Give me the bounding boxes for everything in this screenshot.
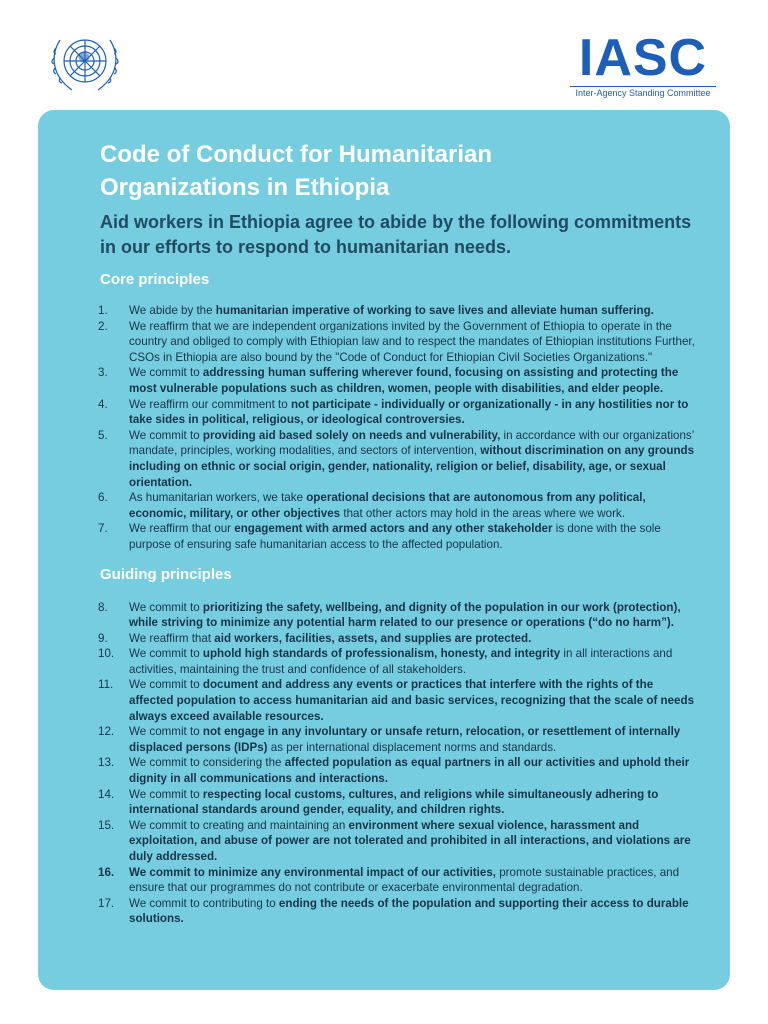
list-item-text: humanitarian imperative of working to save lives and alleviate human suffering. (215, 304, 654, 317)
list-item-number: 1. (98, 304, 108, 317)
list-item (100, 818, 700, 865)
list-item (100, 677, 700, 724)
list-item-text: We commit to minimize any environmental impact of our activities, (129, 865, 497, 879)
list-item-text: We abide by the (129, 304, 216, 317)
list-item-text: We reaffirm that our (129, 522, 235, 536)
list-item-number: 14. (98, 787, 115, 801)
list-item-text: in accordance with our organizations’ mandate, principles, working modalities, and sectors of intervention, (129, 428, 694, 458)
list-item-number: 17. (98, 896, 115, 910)
list-item-number: 5. (98, 428, 108, 442)
list-item-text: We commit to (129, 366, 203, 380)
list-item-number: 4. (98, 397, 108, 411)
list-item-text: that other actors may hold in the areas where we work. (340, 506, 625, 520)
page-title-line-2: Organizations in Ethiopia (100, 174, 390, 201)
list-item-text: We reaffirm that we are independent organizations invited by the Government of Ethiopia to operate in the country and obliged to comply with Ethiopian law and to respect the mandates of Ethiopian institutions Further, CSOs in Ethiopia are also bound by the "Code of Conduct for Ethiopian Civil Societies Organizations." (129, 319, 695, 364)
list-item-text: We commit to (129, 428, 203, 442)
list-item (100, 600, 700, 631)
list-item-text: environment where sexual violence, harassment and exploitation, and abuse of power are not tolerated and prohibited in all interactions, and violations are duly addressed. (129, 818, 691, 863)
list-item-number: 6. (98, 491, 108, 505)
list-item (100, 787, 700, 818)
list-item (100, 631, 700, 647)
list-item-text: without discrimination on any grounds including on ethnic or social origin, gender, nationality, religion or belief, disability, age, or sexual orientation. (129, 444, 695, 489)
list-item-number: 15. (98, 818, 115, 832)
list-item-text: We commit to considering the (129, 756, 285, 770)
list-item (100, 724, 700, 755)
list-item-text: not engage in any involuntary or unsafe return, relocation, or resettlement of internally displaced persons (IDPs) (129, 725, 681, 754)
list-item-number: 12. (98, 725, 115, 739)
iasc-logo-word: IASC (578, 29, 708, 87)
list-item-text: document and address any events or practices that interfere with the rights of the affected population to access humanitarian aid and basic services, recognizing that the scale of needs always exceed available resources. (129, 678, 695, 723)
list-item-text: ending the needs of the population and supporting their access to durable solutions. (129, 896, 689, 926)
list-item-number: 16. (98, 865, 115, 879)
list-item-text: We reaffirm that (129, 631, 215, 645)
list-item-text: engagement with armed actors and any other stakeholder (234, 522, 553, 536)
list-item-text: We commit to (129, 647, 203, 661)
list-item (100, 755, 700, 786)
guiding-principles-heading: Guiding principles (100, 565, 232, 583)
list-item (100, 428, 700, 490)
list-item-text: as per international displacement norms and standards. (267, 740, 557, 754)
iasc-logo-subtitle: Inter-Agency Standing Committee (570, 86, 716, 98)
list-item-text: We commit to (129, 787, 203, 801)
list-item-number: 8. (98, 600, 108, 614)
list-item-text: uphold high standards of professionalism, honesty, and integrity (202, 647, 561, 661)
content-card (38, 110, 730, 990)
page-subtitle: Aid workers in Ethiopia agree to abide by the following commitments in our efforts to respond to humanitarian needs. (100, 212, 692, 257)
list-item-text: operational decisions that are autonomous from any political, economic, military, or other objectives (129, 491, 646, 520)
list-item-number: 13. (98, 756, 115, 770)
content-body (100, 138, 700, 927)
list-item-text: We commit to (129, 725, 203, 739)
iasc-logo (568, 30, 718, 98)
list-item-number: 9. (98, 631, 108, 645)
list-item-number: 3. (98, 366, 108, 380)
list-item (100, 365, 700, 396)
list-item-text: respecting local customs, cultures, and religions while simultaneously adhering to international standards around gender, equality, and children rights. (129, 787, 659, 817)
list-item-number: 11. (98, 678, 114, 692)
list-item-text: We commit to (129, 678, 203, 692)
list-item-text: promote sustainable practices, and ensure that our programmes do not contribute or exacerbate environmental degradation. (129, 865, 680, 895)
list-item-text: As humanitarian workers, we take (129, 491, 307, 505)
list-item-text: We commit to creating and maintaining an (129, 818, 349, 832)
list-item-text: not participate - individually or organizationally - in any hostilities nor to take sides in political, religious, or ideological controversies. (129, 397, 689, 427)
list-item (100, 303, 700, 319)
list-item (100, 397, 700, 428)
list-item-text: affected population as equal partners in all our activities and uphold their dignity in all communications and interactions. (129, 756, 690, 786)
list-item (100, 490, 700, 521)
list-item-text: We commit to contributing to (129, 896, 279, 910)
list-item-number: 2. (98, 319, 108, 333)
list-item (100, 521, 700, 552)
list-item-text: prioritizing the safety, wellbeing, and dignity of the population in our work (protection), while striving to minimize any potential harm related to our presence or operations (“do no harm”). (129, 600, 681, 630)
guiding-principles-list (100, 600, 700, 927)
list-item-number: 7. (98, 522, 108, 536)
core-principles-heading: Core principles (100, 271, 210, 288)
list-item (100, 865, 700, 896)
list-item (100, 646, 700, 677)
list-item-text: aid workers, facilities, assets, and supplies are protected. (214, 631, 532, 645)
un-emblem-icon (42, 28, 128, 98)
list-item-text: is done with the sole purpose of ensuring safe humanitarian access to the affected population. (129, 522, 661, 551)
page-title (100, 138, 700, 204)
page-title-line-1: Code of Conduct for Humanitarian (100, 141, 492, 168)
list-item-text: in all interactions and activities, maintaining the trust and confidence of all stakeholders. (129, 647, 673, 676)
list-item-number: 10. (98, 647, 115, 661)
list-item (100, 319, 700, 366)
list-item-text: providing aid based solely on needs and vulnerability, (202, 428, 501, 442)
list-item-text: We reaffirm our commitment to (129, 397, 291, 411)
list-item (100, 896, 700, 927)
list-item-text: addressing human suffering wherever found, focusing on assisting and protecting the most vulnerable populations such as children, women, people with disabilities, and elder people. (129, 366, 679, 395)
list-item-text: We commit to (129, 600, 203, 614)
core-principles-list (100, 303, 700, 553)
